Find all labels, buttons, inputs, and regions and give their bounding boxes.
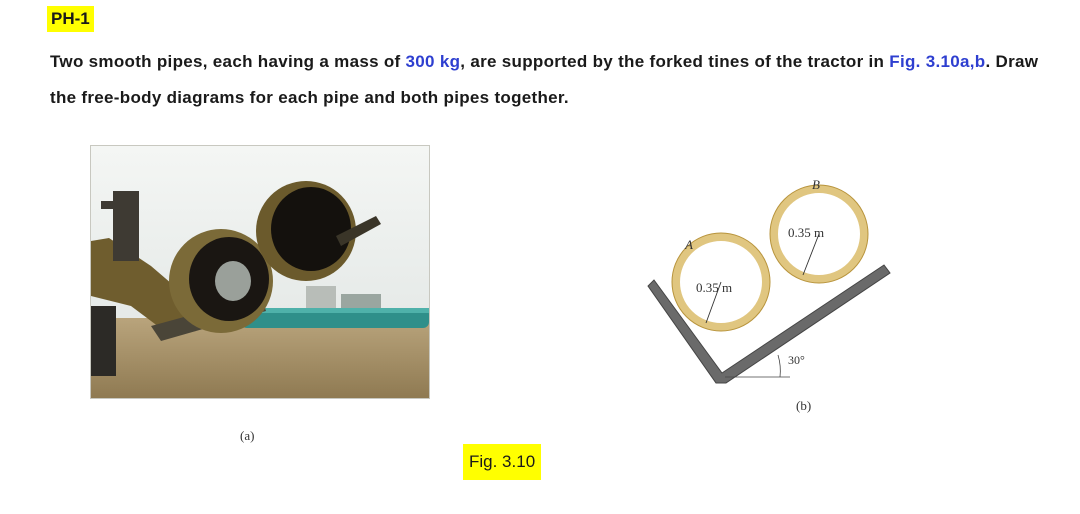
problem-text-3: . Draw the free-body diagrams for each pipe and both pipes together. xyxy=(50,52,1039,107)
lower-radius-label: 0.35 m xyxy=(696,280,733,295)
point-b-label: B xyxy=(812,177,820,192)
problem-statement xyxy=(50,44,1060,116)
problem-id: PH-1 xyxy=(47,6,94,32)
mass-value: 300 kg xyxy=(405,52,461,71)
angle-label: 30° xyxy=(788,353,805,367)
figure-reference: Fig. 3.10a,b xyxy=(889,52,986,71)
figure-label-b: (b) xyxy=(796,398,812,413)
point-a-label: A xyxy=(685,237,693,252)
problem-text-2: , are supported by the forked tines of the tractor in xyxy=(460,52,890,71)
pipes-diagram xyxy=(640,165,900,395)
problem-text-1: Two smooth pipes, each having a mass of xyxy=(50,52,406,71)
angle-arc xyxy=(778,355,780,377)
figure-caption: Fig. 3.10 xyxy=(463,444,541,480)
figure-label-a: (a) xyxy=(240,428,255,443)
tractor-photo xyxy=(90,145,430,399)
upper-radius-label: 0.35 m xyxy=(788,225,825,240)
